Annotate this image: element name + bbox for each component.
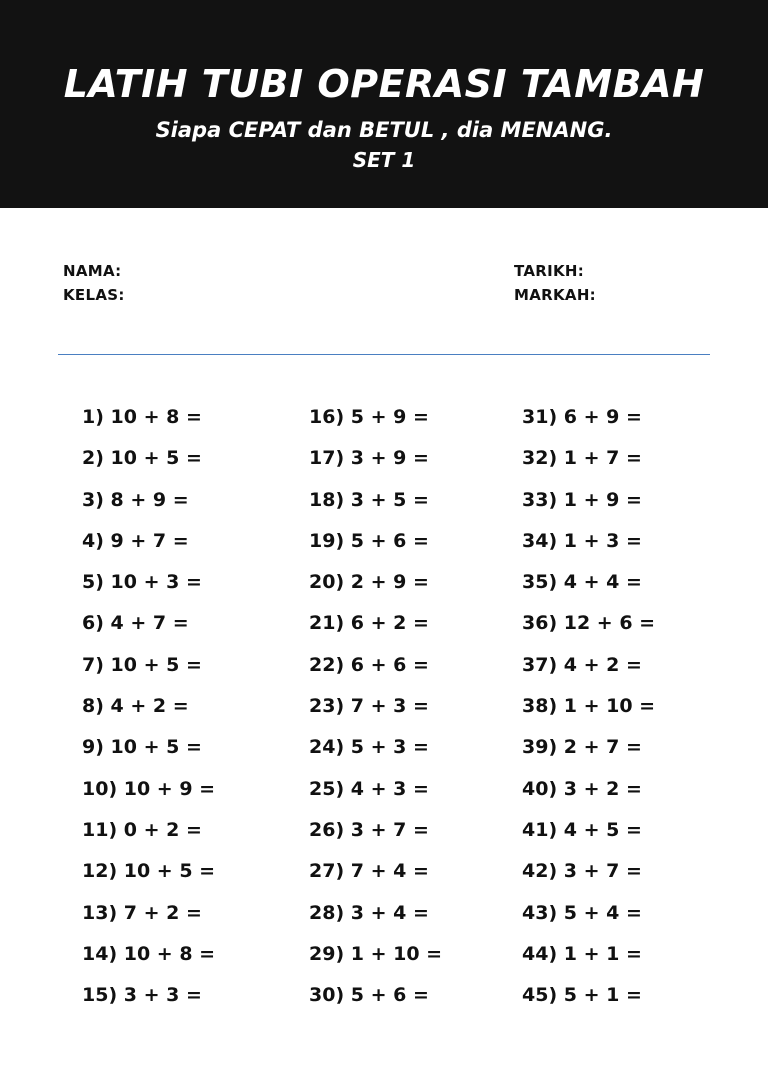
question-item: 26) 3 + 7 = bbox=[309, 818, 429, 841]
nama-label: NAMA: bbox=[63, 262, 122, 280]
header-banner bbox=[0, 0, 768, 208]
question-item: 30) 5 + 6 = bbox=[309, 984, 429, 1007]
question-item: 17) 3 + 9 = bbox=[309, 447, 429, 470]
question-item: 18) 3 + 5 = bbox=[309, 488, 429, 511]
question-column-3 bbox=[522, 403, 655, 1022]
question-item: 22) 6 + 6 = bbox=[309, 653, 429, 676]
question-item: 4) 9 + 7 = bbox=[82, 529, 189, 552]
question-item: 5) 10 + 3 = bbox=[82, 571, 202, 594]
question-item: 32) 1 + 7 = bbox=[522, 447, 642, 470]
question-column-1 bbox=[82, 403, 215, 1022]
question-item: 34) 1 + 3 = bbox=[522, 529, 642, 552]
question-item: 38) 1 + 10 = bbox=[522, 695, 656, 718]
question-item: 8) 4 + 2 = bbox=[82, 695, 189, 718]
set-label: SET 1 bbox=[352, 148, 416, 172]
question-item: 37) 4 + 2 = bbox=[522, 653, 642, 676]
markah-label: MARKAH: bbox=[514, 286, 596, 304]
question-item: 2) 10 + 5 = bbox=[82, 447, 202, 470]
question-item: 33) 1 + 9 = bbox=[522, 488, 642, 511]
kelas-label: KELAS: bbox=[63, 286, 125, 304]
question-item: 36) 12 + 6 = bbox=[522, 612, 656, 635]
question-item: 23) 7 + 3 = bbox=[309, 695, 429, 718]
question-item: 6) 4 + 7 = bbox=[82, 612, 189, 635]
question-item: 40) 3 + 2 = bbox=[522, 777, 642, 800]
question-item: 19) 5 + 6 = bbox=[309, 529, 429, 552]
question-item: 45) 5 + 1 = bbox=[522, 984, 642, 1007]
question-item: 21) 6 + 2 = bbox=[309, 612, 429, 635]
question-item: 15) 3 + 3 = bbox=[82, 984, 202, 1007]
question-item: 10) 10 + 9 = bbox=[82, 777, 216, 800]
divider-line bbox=[58, 354, 710, 355]
question-item: 29) 1 + 10 = bbox=[309, 942, 443, 965]
question-item: 39) 2 + 7 = bbox=[522, 736, 642, 759]
question-item: 41) 4 + 5 = bbox=[522, 818, 642, 841]
question-item: 14) 10 + 8 = bbox=[82, 942, 216, 965]
question-item: 31) 6 + 9 = bbox=[522, 406, 642, 428]
question-item: 3) 8 + 9 = bbox=[82, 488, 189, 511]
question-item: 9) 10 + 5 = bbox=[82, 736, 202, 759]
question-item: 20) 2 + 9 = bbox=[309, 571, 429, 594]
worksheet-subtitle: Siapa CEPAT dan BETUL , dia MENANG. bbox=[155, 118, 613, 142]
question-item: 11) 0 + 2 = bbox=[82, 818, 202, 841]
question-item: 25) 4 + 3 = bbox=[309, 777, 429, 800]
worksheet-title: LATIH TUBI OPERASI TAMBAH bbox=[63, 62, 705, 106]
question-item: 12) 10 + 5 = bbox=[82, 860, 216, 883]
question-item: 28) 3 + 4 = bbox=[309, 901, 429, 924]
tarikh-label: TARIKH: bbox=[514, 262, 585, 280]
question-item: 1) 10 + 8 = bbox=[82, 406, 202, 428]
question-item: 44) 1 + 1 = bbox=[522, 942, 642, 965]
question-item: 24) 5 + 3 = bbox=[309, 736, 429, 759]
question-item: 13) 7 + 2 = bbox=[82, 901, 202, 924]
question-column-2 bbox=[309, 403, 442, 1022]
question-item: 43) 5 + 4 = bbox=[522, 901, 642, 924]
question-item: 7) 10 + 5 = bbox=[82, 653, 202, 676]
question-item: 35) 4 + 4 = bbox=[522, 571, 642, 594]
question-item: 42) 3 + 7 = bbox=[522, 860, 642, 883]
question-item: 27) 7 + 4 = bbox=[309, 860, 429, 883]
question-item: 16) 5 + 9 = bbox=[309, 406, 429, 428]
